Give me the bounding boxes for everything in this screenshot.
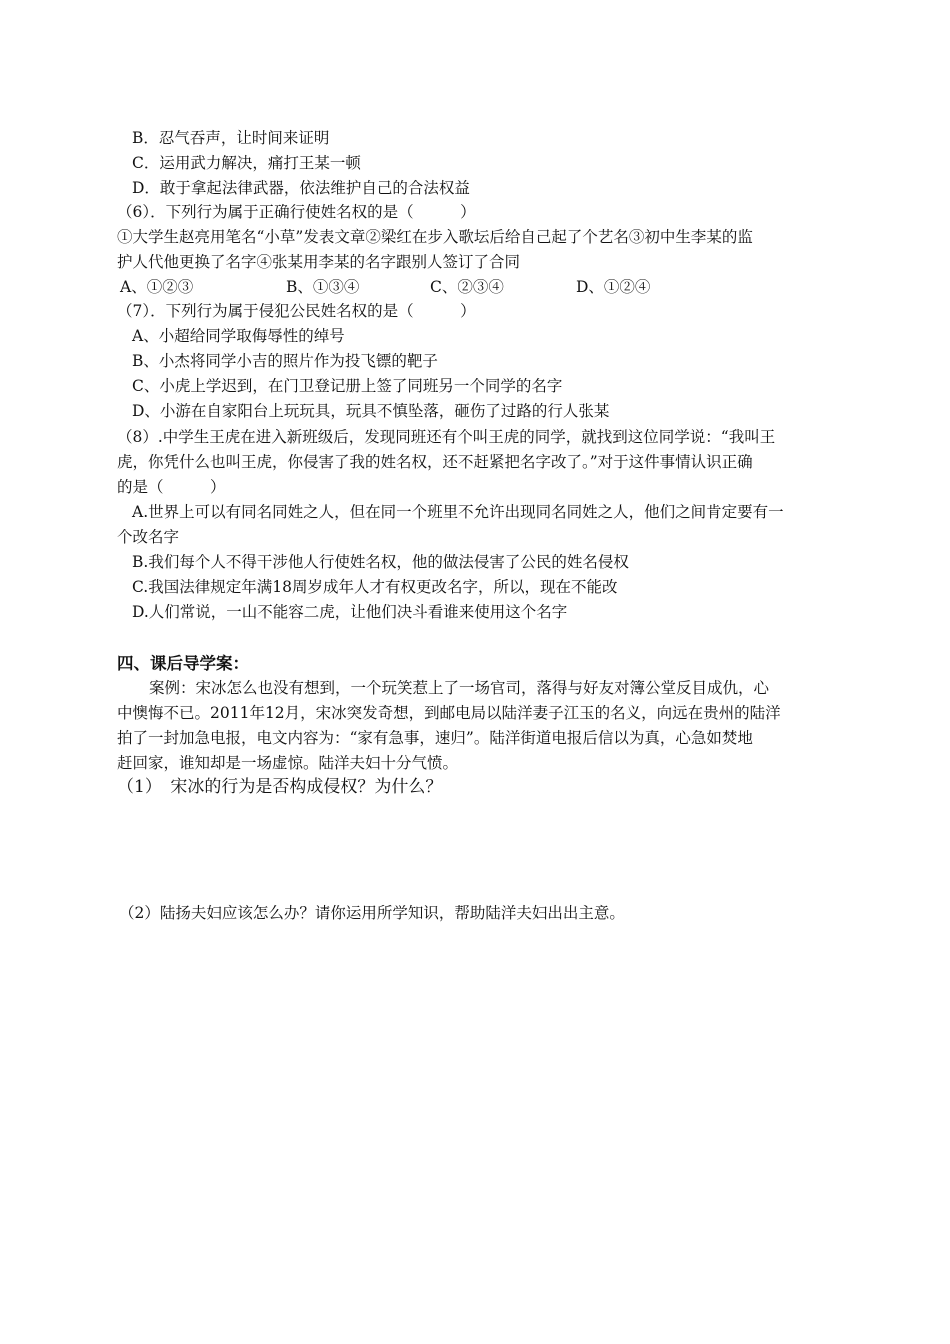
q8-option-a-line1: A.世界上可以有同名同姓之人，但在同一个班里不允许出现同名同姓之人，他们之间肯定要有一: [132, 503, 784, 521]
q6-body-line2: 护人代他更换了名字④张某用李某的名字跟别人签订了合同: [117, 253, 521, 271]
q8-stem-line3: 的是（ ）: [117, 478, 226, 496]
q6-options-row: [120, 276, 680, 298]
case-line2: 中懊悔不已。2011年12月，宋冰突发奇想，到邮电局以陆洋妻子江玉的名义，向远在贵州的陆洋: [117, 704, 781, 722]
section4-question1: （1） 宋冰的行为是否构成侵权？为什么？: [117, 777, 443, 797]
q7-option-d: D、小游在自家阳台上玩玩具，玩具不慎坠落，砸伤了过路的行人张某: [132, 402, 610, 420]
case-line1: 案例：宋冰怎么也没有想到，一个玩笑惹上了一场官司，落得与好友对簿公堂反目成仇，心: [149, 679, 770, 697]
q7-option-c: C、小虎上学迟到，在门卫登记册上签了同班另一个同学的名字: [132, 377, 563, 395]
case-line3: 拍了一封加急电报，电文内容为：“家有急事，速归”。陆洋街道电报后信以为真，心急如焚地: [117, 729, 753, 747]
q6-stem: （6）．下列行为属于正确行使姓名权的是（ ）: [117, 203, 476, 221]
q6-option-d: D、①②④: [576, 278, 651, 296]
q5-option-b: B．忍气吞声，让时间来证明: [132, 129, 330, 147]
q6-body-line1: ①大学生赵亮用笔名“小草”发表文章②梁红在步入歌坛后给自己起了个艺名③初中生李某的监: [117, 228, 753, 246]
q8-option-a-line2: 个改名字: [117, 528, 180, 546]
q5-option-c: C．运用武力解决，痛打王某一顿: [132, 154, 361, 172]
section4-heading: 四、课后导学案：: [117, 654, 249, 673]
q5-option-d: D．敢于拿起法律武器，依法维护自己的合法权益: [132, 179, 470, 197]
q8-option-b: B.我们每个人不得干涉他人行使姓名权，他的做法侵害了公民的姓名侵权: [132, 553, 629, 571]
q8-stem-line2: 虎，你凭什么也叫王虎，你侵害了我的姓名权，还不赶紧把名字改了。”对于这件事情认识正确: [117, 453, 753, 471]
q7-stem: （7）．下列行为属于侵犯公民姓名权的是（ ）: [117, 302, 476, 320]
q6-option-c: C、②③④: [430, 278, 504, 296]
q7-option-a: A、小超给同学取侮辱性的绰号: [132, 327, 345, 345]
q6-option-a: A、①②③: [120, 278, 194, 296]
q7-option-b: B、小杰将同学小吉的照片作为投飞镖的靶子: [132, 352, 438, 370]
q8-option-d: D.人们常说，一山不能容二虎，让他们决斗看谁来使用这个名字: [132, 603, 568, 621]
section4-question2: （2）陆扬夫妇应该怎么办？请你运用所学知识，帮助陆洋夫妇出出主意。: [119, 904, 625, 922]
q8-option-c: C.我国法律规定年满18周岁成年人才有权更改名字，所以，现在不能改: [132, 578, 618, 596]
q8-stem-line1: （8）.中学生王虎在进入新班级后，发现同班还有个叫王虎的同学，就找到这位同学说：“我叫王: [117, 428, 776, 446]
q6-option-b: B、①③④: [286, 278, 360, 296]
case-line4: 赶回家，谁知却是一场虚惊。陆洋夫妇十分气愤。: [117, 754, 459, 772]
